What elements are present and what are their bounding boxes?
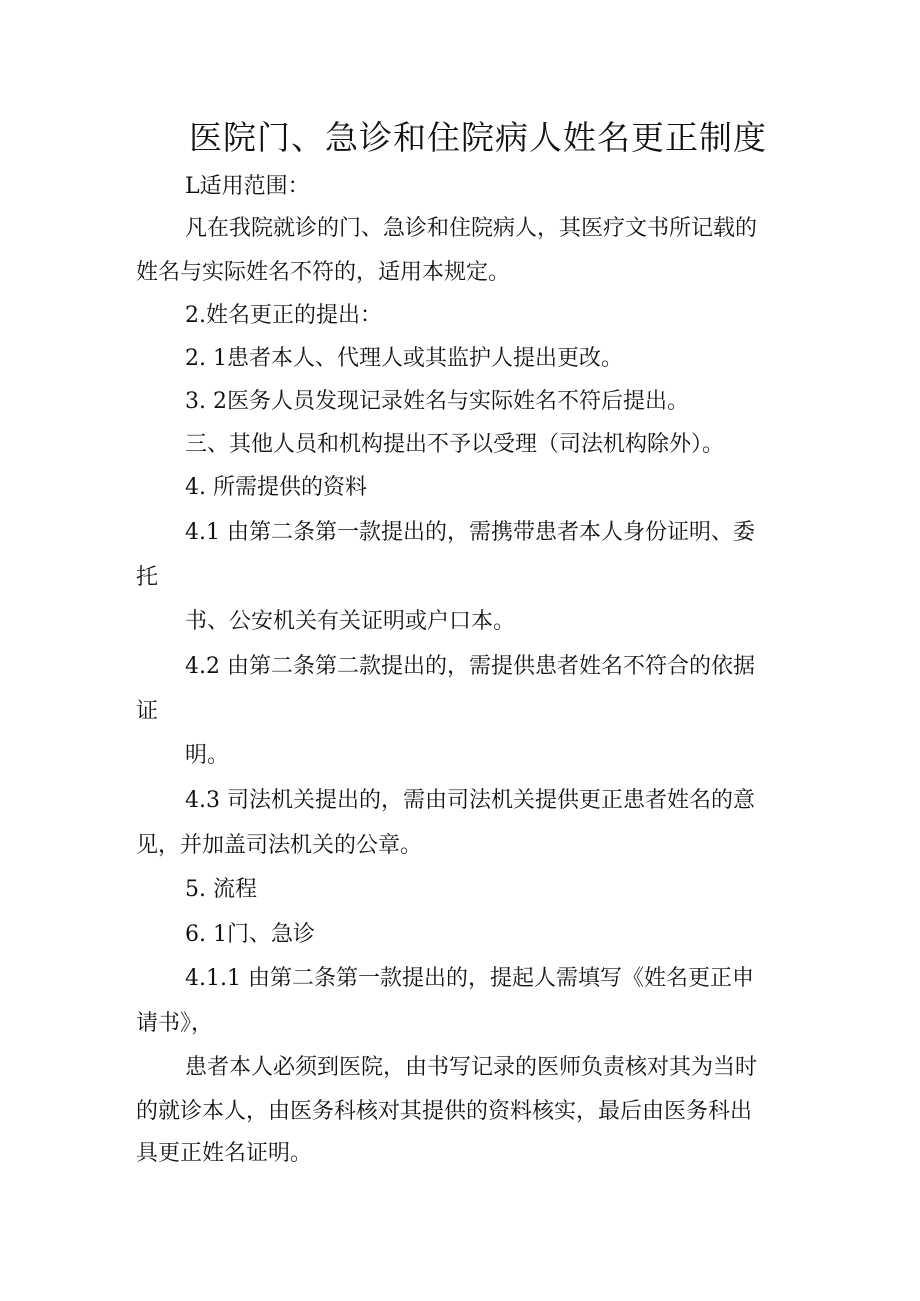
clause-three: 三、其他人员和机构提出不予以受理（司法机构除外）。	[185, 432, 725, 457]
paragraph-line: 凡在我院就诊的门、急诊和住院病人，其医疗文书所记载的	[185, 216, 758, 241]
section-4-heading: 4. 所需提供的资料	[185, 475, 367, 500]
clause-4-2: 4.2 由第二条第二款提出的，需提供患者姓名不符合的依据	[185, 654, 755, 679]
section-2-heading: 2.姓名更正的提出：	[185, 303, 382, 328]
clause-4-1: 4.1 由第二条第一款提出的，需携带患者本人身份证明、委	[185, 520, 755, 545]
paragraph-line: 见，并加盖司法机关的公章。	[136, 833, 423, 858]
paragraph-line: 托	[136, 565, 159, 590]
clause-3-2: 3. 2医务人员发现记录姓名与实际姓名不符后提出。	[185, 389, 689, 414]
document-title: 医院门、急诊和住院病人姓名更正制度	[189, 118, 767, 157]
paragraph-line: 书、公安机关有关证明或户口本。	[185, 609, 516, 634]
clause-4-1-1: 4.1.1 由第二条第一款提出的，提起人需填写《姓名更正申	[185, 966, 754, 991]
section-5-heading: 5. 流程	[185, 877, 257, 902]
section-1-heading: L适用范围：	[185, 174, 310, 199]
paragraph-line: 的就诊本人，由医务科核对其提供的资料核实，最后由医务科出	[136, 1099, 753, 1124]
clause-4-3: 4.3 司法机关提出的，需由司法机关提供更正患者姓名的意	[185, 788, 755, 813]
paragraph-line: 姓名与实际姓名不符的，适用本规定。	[136, 260, 511, 285]
paragraph-line: 具更正姓名证明。	[136, 1141, 313, 1166]
paragraph-line: 患者本人必须到医院，由书写记录的医师负责核对其为当时	[185, 1055, 758, 1080]
paragraph-line: 明。	[185, 743, 230, 768]
paragraph-line: 证	[136, 699, 159, 724]
clause-2-1: 2. 1患者本人、代理人或其监护人提出更改。	[185, 346, 623, 371]
section-6-1-heading: 6. 1门、急诊	[185, 922, 315, 947]
paragraph-line: 请书》，	[136, 1011, 214, 1036]
